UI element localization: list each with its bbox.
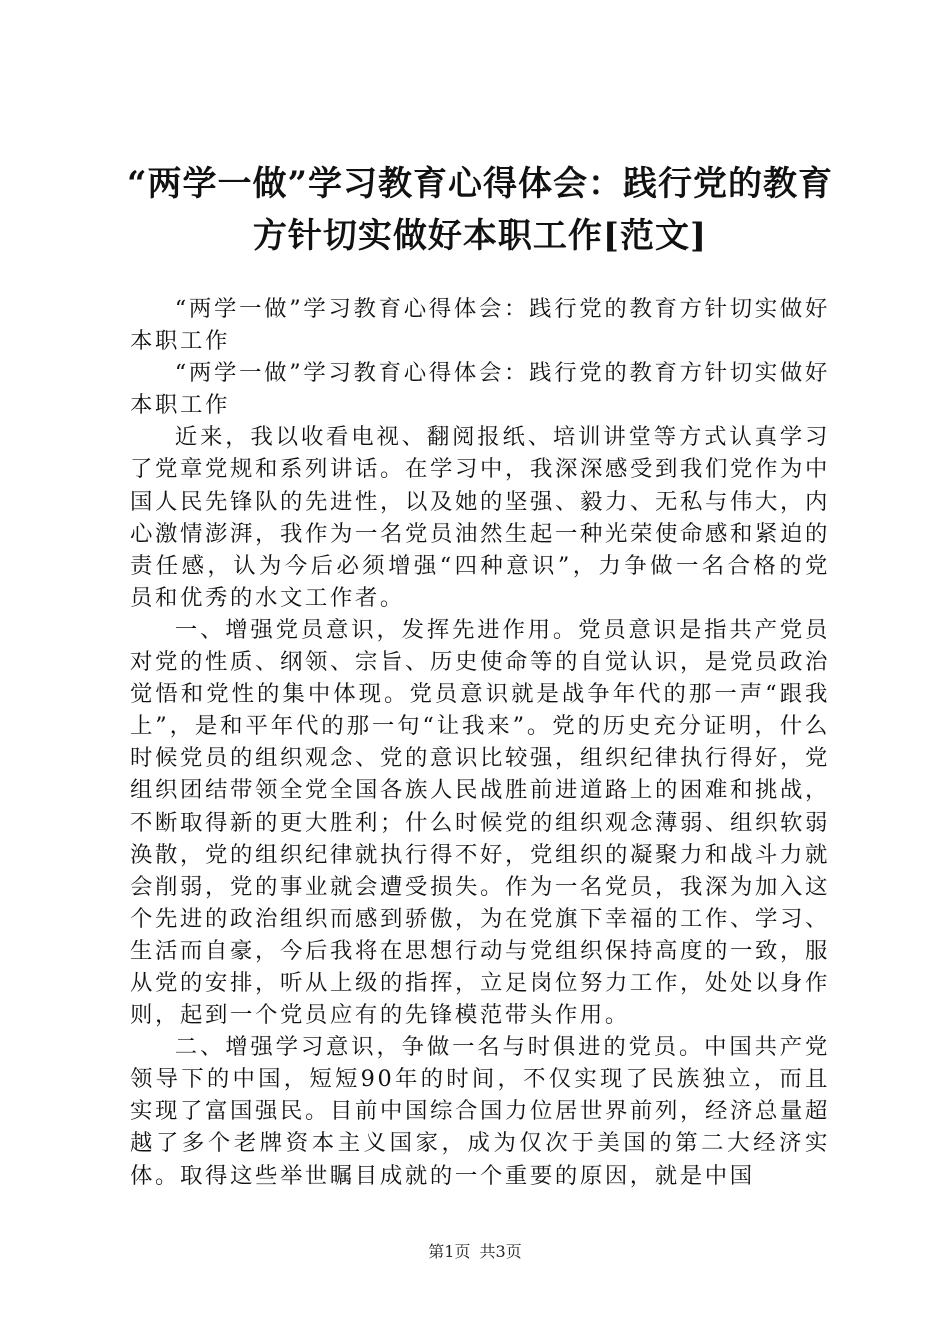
- paragraph-section-1: 一、增强党员意识，发挥先进作用。党员意识是指共产党员对党的性质、纲领、宗旨、历史使命等的自觉认识，是党员政治觉悟和党性的集中体现。党员意识就是战争年代的那一声“跟我上”，是和平年代的那一句“让我来”。党的历史充分证明，什么时候党员的组织观念、党的意识比较强，组织纪律执行得好，党组织团结带领全党全国各族人民战胜前进道路上的困难和挑战，不断取得新的更大胜利；什么时候党的组织观念薄弱、组织软弱涣散，党的组织纪律就执行得不好，党组织的凝聚力和战斗力就会削弱，党的事业就会遭受损失。作为一名党员，我深为加入这个先进的政治组织而感到骄傲，为在党旗下幸福的工作、学习、生活而自豪，今后我将在思想行动与党组织保持高度的一致，服从党的安排，听从上级的指挥，立足岗位努力工作，处处以身作则，起到一个党员应有的先锋模范带头作用。: [130, 616, 830, 1029]
- paragraph-subtitle-1: “两学一做”学习教育心得体会：践行党的教育方针切实做好本职工作: [130, 296, 830, 355]
- paragraph-subtitle-2: “两学一做”学习教育心得体会：践行党的教育方针切实做好本职工作: [130, 360, 830, 419]
- document-body: [130, 293, 830, 1192]
- paragraph-intro: 近来，我以收看电视、翻阅报纸、培训讲堂等方式认真学习了党章党规和系列讲话。在学习中，我深深感受到我们党作为中国人民先锋队的先进性，以及她的坚强、毅力、无私与伟大，内心激情澎湃，我作为一名党员油然生起一种光荣使命感和紧迫的责任感，认为今后必须增强“四种意识”，力争做一名合格的党员和优秀的水文工作者。: [130, 424, 830, 611]
- page-total: 共3页: [479, 1242, 522, 1261]
- paragraph-section-2: 二、增强学习意识，争做一名与时俱进的党员。中国共产党领导下的中国，短短90年的时间，不仅实现了民族独立，而且实现了富国强民。目前中国综合国力位居世界前列，经济总量超越了多个老牌资本主义国家，成为仅次于美国的第二大经济实体。取得这些举世瞩目成就的一个重要的原因，就是中国: [130, 1034, 830, 1189]
- page-footer: [0, 1240, 950, 1264]
- document-title: “两学一做”学习教育心得体会：践行党的教育方针切实做好本职工作[范文]: [126, 164, 834, 256]
- page-number: 第1页: [428, 1242, 471, 1261]
